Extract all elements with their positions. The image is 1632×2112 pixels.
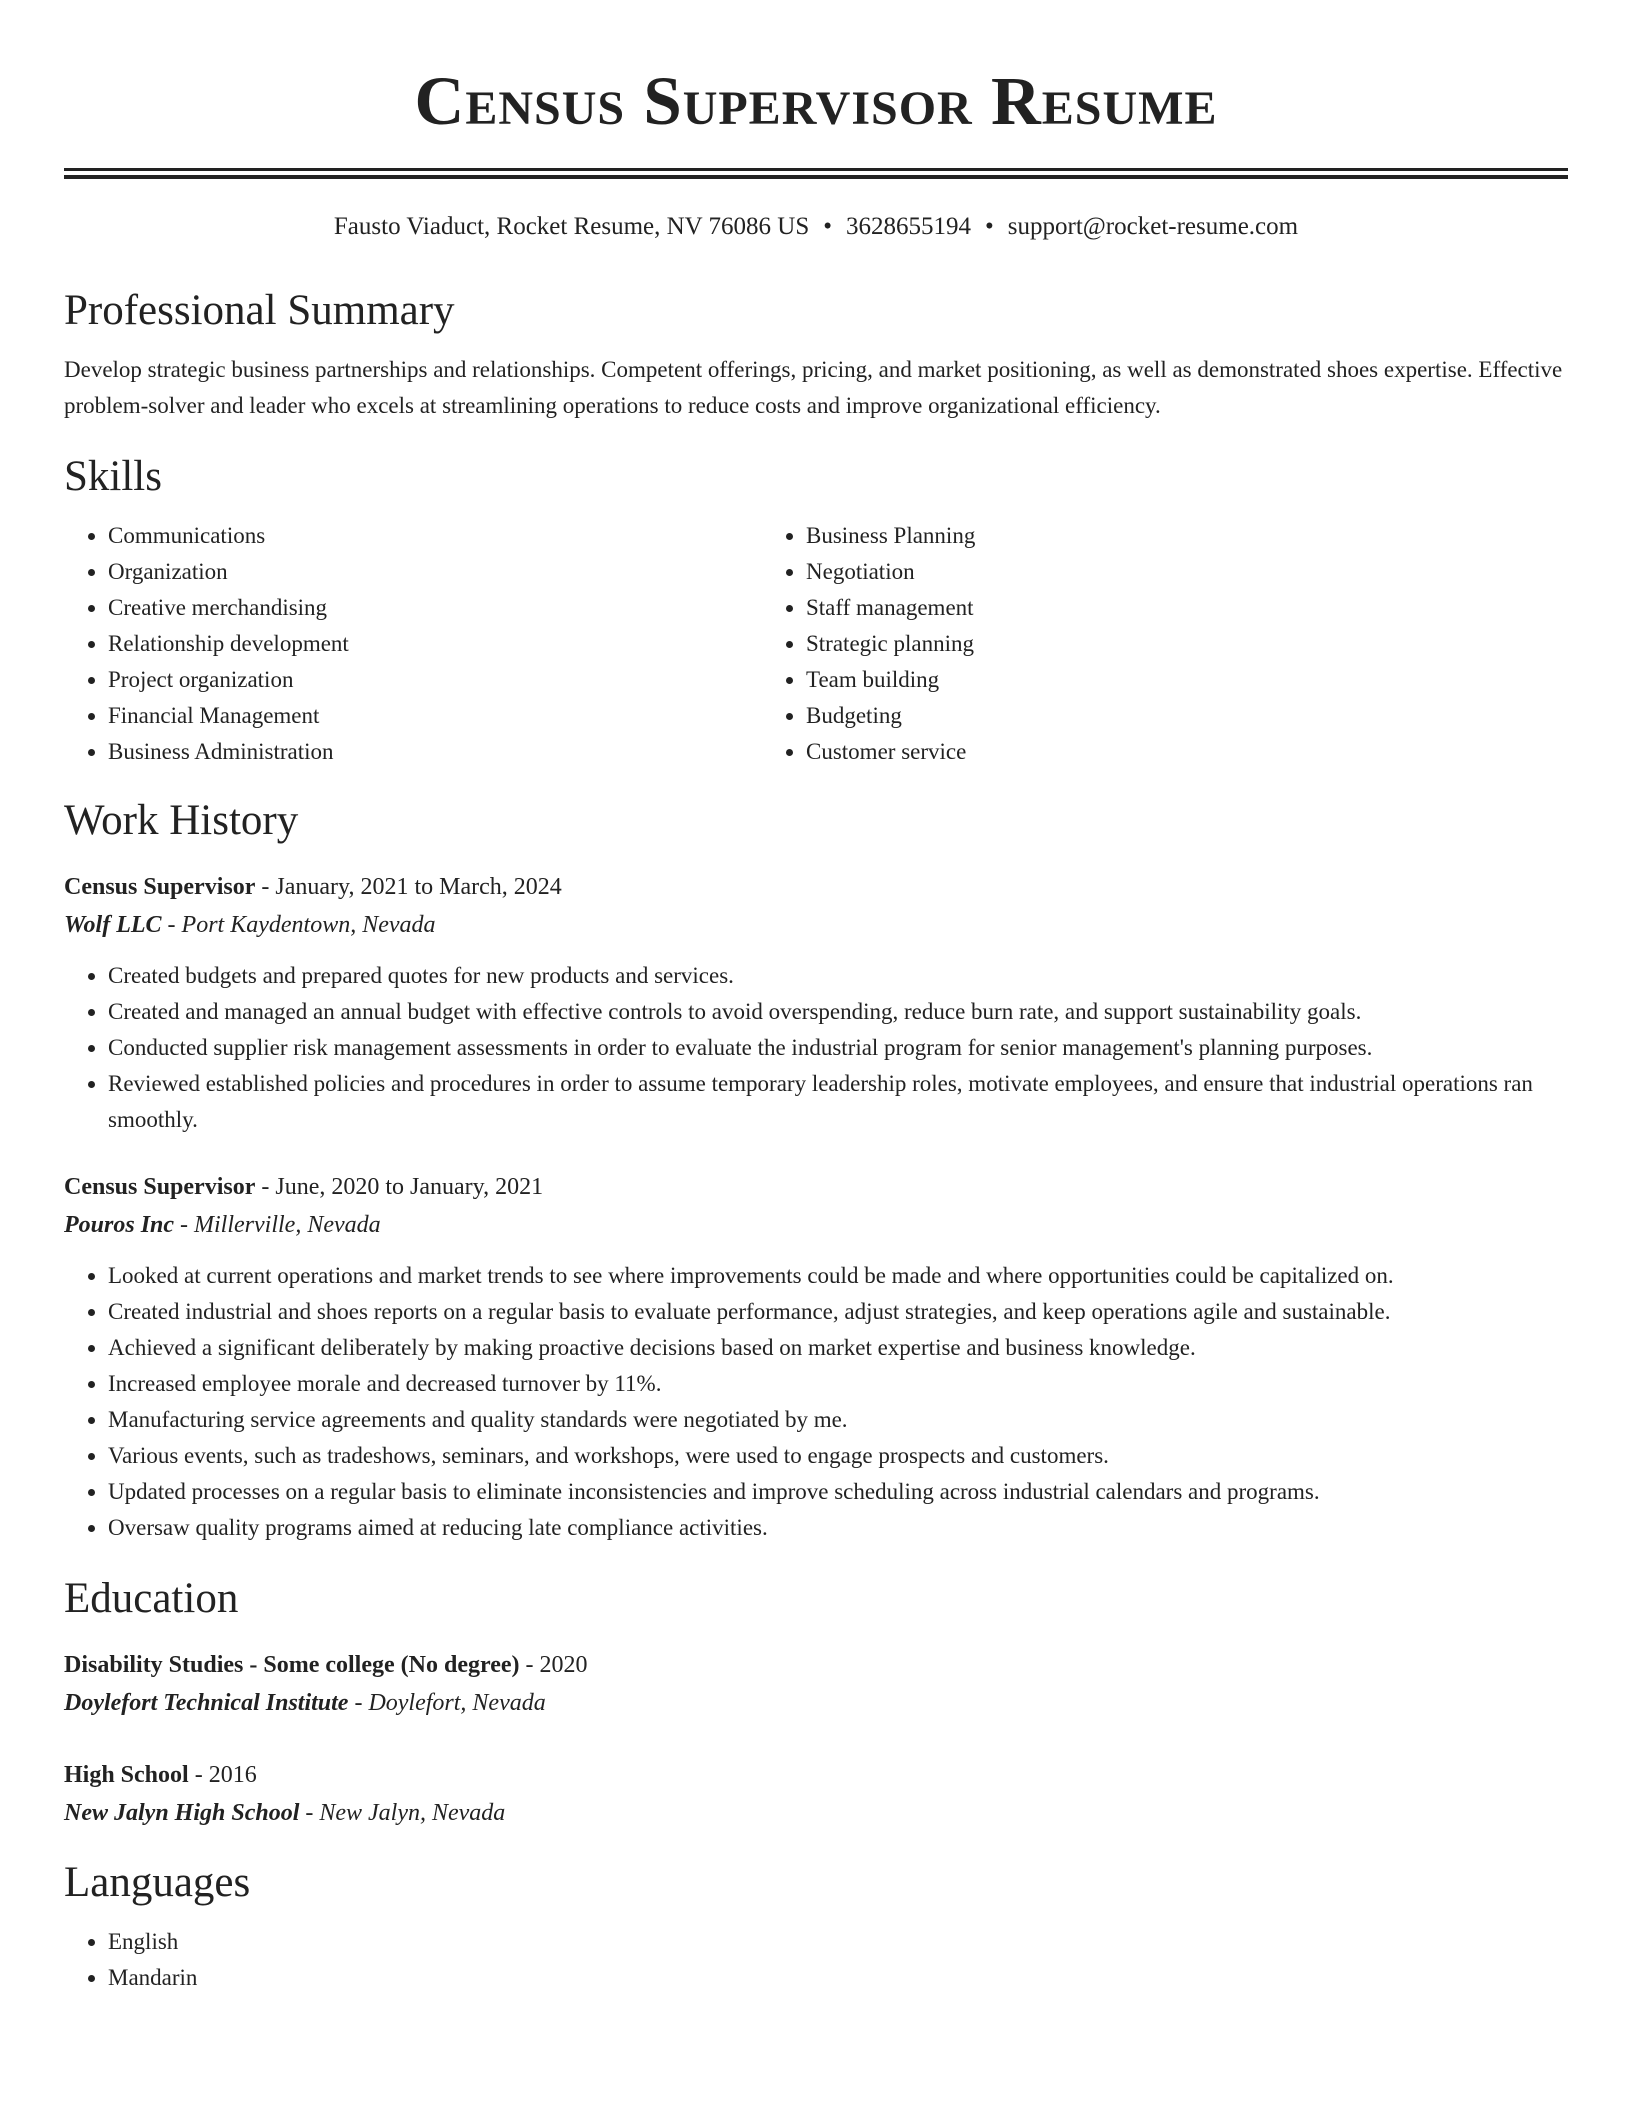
education-entry <box>64 1756 1568 1832</box>
job-entry <box>64 1168 1568 1546</box>
job-bullet: • Created and managed an annual budget with effective controls to avoid overspending, reduce burn rate, and support sustainability goals. <box>108 994 1568 1030</box>
skill-item: • Communications <box>108 518 762 554</box>
job-title-line <box>64 868 1568 906</box>
language-item: • English <box>108 1924 1568 1960</box>
languages-list <box>64 1924 1568 1996</box>
skill-item: • Customer service <box>806 734 1462 770</box>
job-bullet: • Oversaw quality programs aimed at reducing late compliance activities. <box>108 1510 1568 1546</box>
education-location: - Doylefort, Nevada <box>348 1690 546 1716</box>
skill-item: • Team building <box>806 662 1462 698</box>
job-company-line <box>64 906 1568 944</box>
job-bullets <box>64 958 1568 1138</box>
job-bullet: • Achieved a significant deliberately by making proactive decisions based on market expertise and business knowledge. <box>108 1330 1568 1366</box>
title-double-rule <box>64 168 1568 179</box>
skill-item: • Negotiation <box>806 554 1462 590</box>
job-bullet: • Created industrial and shoes reports on a regular basis to evaluate performance, adjust strategies, and keep operations agile and sustainable. <box>108 1294 1568 1330</box>
section-heading-work-history: Work History <box>64 797 299 844</box>
job-dates: - June, 2020 to January, 2021 <box>255 1174 544 1200</box>
skill-item: • Creative merchandising <box>108 590 762 626</box>
education-school: Doylefort Technical Institute <box>64 1690 349 1716</box>
education-year: - 2016 <box>188 1762 257 1788</box>
education-degree: High School <box>64 1762 189 1788</box>
skills-list-right <box>762 518 1462 770</box>
skills-list-left <box>64 518 762 770</box>
job-location: - Port Kaydentown, Nevada <box>161 912 436 938</box>
education-degree: Disability Studies - Some college (No degree) <box>64 1652 520 1678</box>
contact-line <box>64 210 1568 244</box>
skill-item: • Project organization <box>108 662 762 698</box>
job-title-line <box>64 1168 1568 1206</box>
contact-phone: 3628655194 <box>846 213 972 240</box>
skills-columns <box>64 518 1568 770</box>
job-company: Wolf LLC <box>64 912 162 938</box>
page-title: Census Supervisor Resume <box>414 63 1218 139</box>
education-location: - New Jalyn, Nevada <box>299 1800 506 1826</box>
job-bullet: • Updated processes on a regular basis to eliminate inconsistencies and improve scheduling across industrial calendars and programs. <box>108 1474 1568 1510</box>
job-bullet: • Looked at current operations and market trends to see where improvements could be made and where opportunities could be capitalized on. <box>108 1258 1568 1294</box>
job-bullet: • Increased employee morale and decreased turnover by 11%. <box>108 1366 1568 1402</box>
job-bullets <box>64 1258 1568 1546</box>
skill-item: • Business Planning <box>806 518 1462 554</box>
education-school-line <box>64 1794 1568 1832</box>
education-degree-line <box>64 1756 1568 1794</box>
education-school-line <box>64 1684 1568 1722</box>
job-bullet: • Manufacturing service agreements and quality standards were negotiated by me. <box>108 1402 1568 1438</box>
section-heading-education: Education <box>64 1575 239 1622</box>
skill-item: • Staff management <box>806 590 1462 626</box>
skill-item: • Organization <box>108 554 762 590</box>
education-degree-line <box>64 1646 1568 1684</box>
skill-item: • Budgeting <box>806 698 1462 734</box>
job-company: Pouros Inc <box>64 1212 175 1238</box>
job-bullet: • Created budgets and prepared quotes for new products and services. <box>108 958 1568 994</box>
job-location: - Millerville, Nevada <box>174 1212 381 1238</box>
language-item: • Mandarin <box>108 1960 1568 1996</box>
education-year: - 2020 <box>519 1652 588 1678</box>
education-entry <box>64 1646 1568 1722</box>
job-title: Census Supervisor <box>64 1174 256 1200</box>
section-heading-summary: Professional Summary <box>64 287 455 334</box>
skill-item: • Financial Management <box>108 698 762 734</box>
job-title: Census Supervisor <box>64 874 256 900</box>
contact-separator: • <box>985 213 994 240</box>
education-school: New Jalyn High School <box>64 1800 300 1826</box>
job-entry <box>64 868 1568 1138</box>
job-dates: - January, 2021 to March, 2024 <box>255 874 562 900</box>
skill-item: • Relationship development <box>108 626 762 662</box>
contact-address: Fausto Viaduct, Rocket Resume, NV 76086 US <box>333 213 810 240</box>
job-company-line <box>64 1206 1568 1244</box>
contact-separator: • <box>823 213 833 240</box>
job-bullet: • Conducted supplier risk management assessments in order to evaluate the industrial program for senior management's planning purposes. <box>108 1030 1568 1066</box>
skill-item: • Strategic planning <box>806 626 1462 662</box>
section-heading-skills: Skills <box>64 453 162 500</box>
job-bullet: • Reviewed established policies and procedures in order to assume temporary leadership roles, motivate employees, and ensure that industrial operations ran smoothly. <box>108 1066 1568 1138</box>
skill-item: • Business Administration <box>108 734 762 770</box>
summary-text: Develop strategic business partnerships and relationships. Competent offerings, pricing, and market positioning, as well as demonstrated shoes expertise. Effective problem-solver and leader who excels at streamlining operations to reduce costs and improve organizational efficiency. <box>64 357 1563 418</box>
job-bullet: • Various events, such as tradeshows, seminars, and workshops, were used to engage prospects and customers. <box>108 1438 1568 1474</box>
contact-email: support@rocket-resume.com <box>1007 213 1299 240</box>
section-heading-languages: Languages <box>64 1859 251 1906</box>
